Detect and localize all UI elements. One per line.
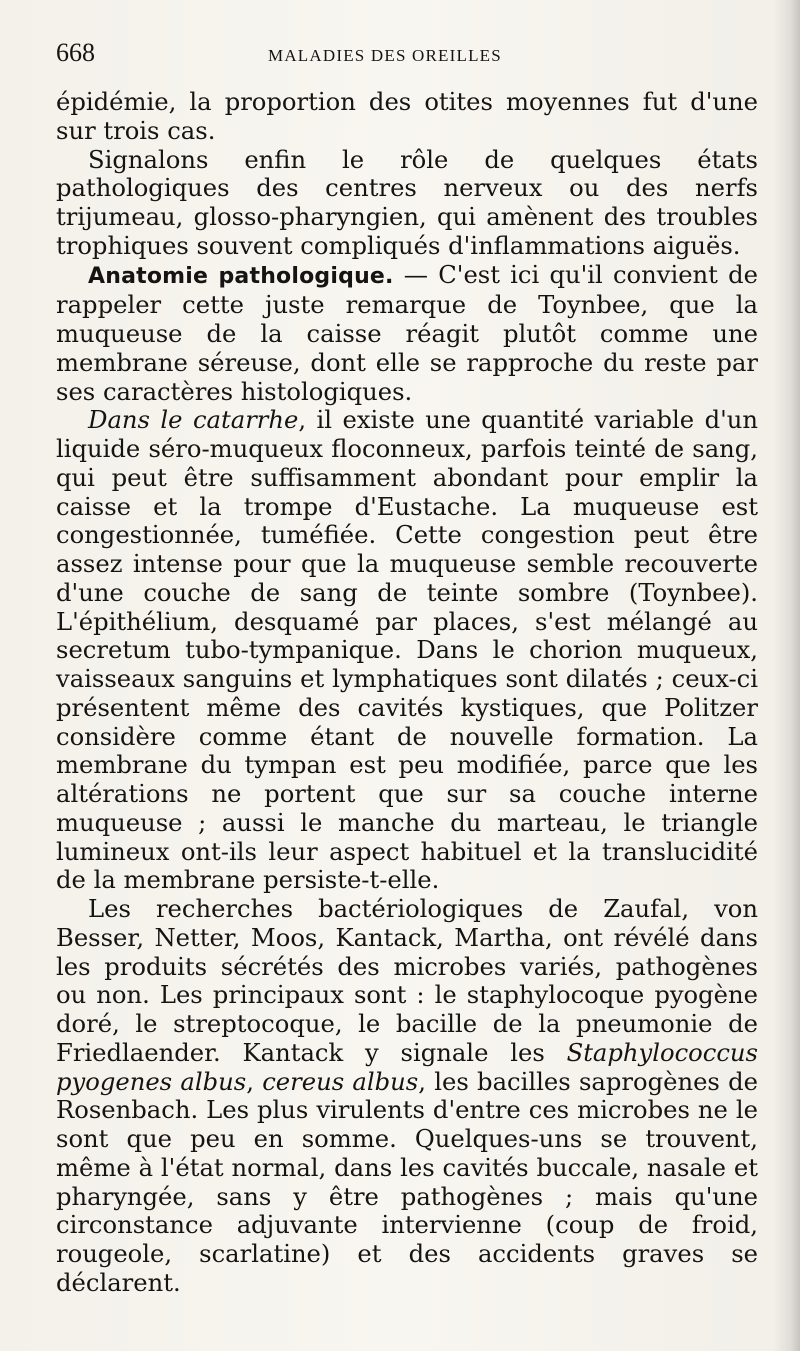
paragraph-continuation bbox=[56, 88, 758, 146]
running-head bbox=[56, 38, 758, 86]
paragraph-text: , il existe une quantité variable d'un liquide séro-muqueux floconneux, parfois teinté de sang, qui peut être suffisamment abondant pour emplir la caisse et la trompe d'Eustache. La muqueuse est congestionnée, tuméfiée. Cette congestion peut être assez intense pour que la muqueuse semble recouverte d'une couche de sang de teinte sombre (Toynbee). L'épithélium, desquamé par places, s'est mélangé au secretum tubo-tympanique. Dans le chorion muqueux, vaisseaux sanguins et lymphatiques sont dilatés ; ceux-ci présentent même des cavités kystiques, que Politzer considère comme étant de nouvelle formation. La membrane du tympan est peu modifiée, parce que les altérations ne portent que sur sa couche interne muqueuse ; aussi le manche du marteau, le triangle lumineux ont-ils leur aspect habituel et la translucidité de la membrane persiste-t-elle. bbox=[56, 405, 758, 895]
paragraph-catarrh bbox=[56, 406, 758, 895]
paragraph-text: , les bacilles saprogènes de Rosenbach. Les plus virulents d'entre ces microbes ne le sont que peu en somme. Quelques-uns se trouvent, même à l'état normal, dans les cavités buccale, nasale et pharyngée, sans y être pathogènes ; mais qu'une circonstance adjuvante intervienne (coup de froid, rougeole, scarlatine) et des accidents graves se déclarent. bbox=[56, 1066, 759, 1297]
paragraph-text: , bbox=[246, 1066, 263, 1096]
page-number: 668 bbox=[56, 38, 95, 67]
species-name: Staphylococcus pyogenes albus bbox=[56, 1037, 758, 1096]
section-heading: Anatomie pathologique. bbox=[88, 263, 394, 289]
paragraph-text: Les recherches bactériologiques de Zaufal, von Besser, Netter, Moos, Kantack, Martha, ont révélé dans les produits sécrétés des microbes variés, pathogènes ou non. Les principaux sont : le staphylocoque pyogène doré, le streptocoque, le bacille de la pneumonie de Friedlaender. Kantack y signale les bbox=[56, 894, 758, 1067]
italic-lead: Dans le catarrhe bbox=[88, 405, 299, 435]
paragraph-text: — C'est ici qu'il convient de rappeler cette juste remarque de Toynbee, que la muqueuse de la caisse réagit plutôt comme une membrane séreuse, dont elle se rapproche du reste par ses caractères histologiques. bbox=[56, 259, 758, 406]
paragraph-text: Signalons enfin le rôle de quelques états pathologiques des centres nerveux ou des nerfs trijumeau, glosso-pharyngien, qui amènent des troubles trophiques souvent compliqués d'inflammations aiguës. bbox=[56, 144, 758, 260]
running-title: MALADIES DES OREILLES bbox=[268, 46, 502, 65]
paragraph-anatomy bbox=[56, 261, 758, 407]
paragraph-nervous-causes bbox=[56, 146, 758, 261]
paragraph-bacteriology bbox=[56, 895, 758, 1298]
species-name: cereus albus bbox=[262, 1066, 419, 1096]
paragraph-text: épidémie, la proportion des otites moyennes fut d'une sur trois cas. bbox=[56, 87, 758, 145]
body-text bbox=[56, 88, 758, 1298]
